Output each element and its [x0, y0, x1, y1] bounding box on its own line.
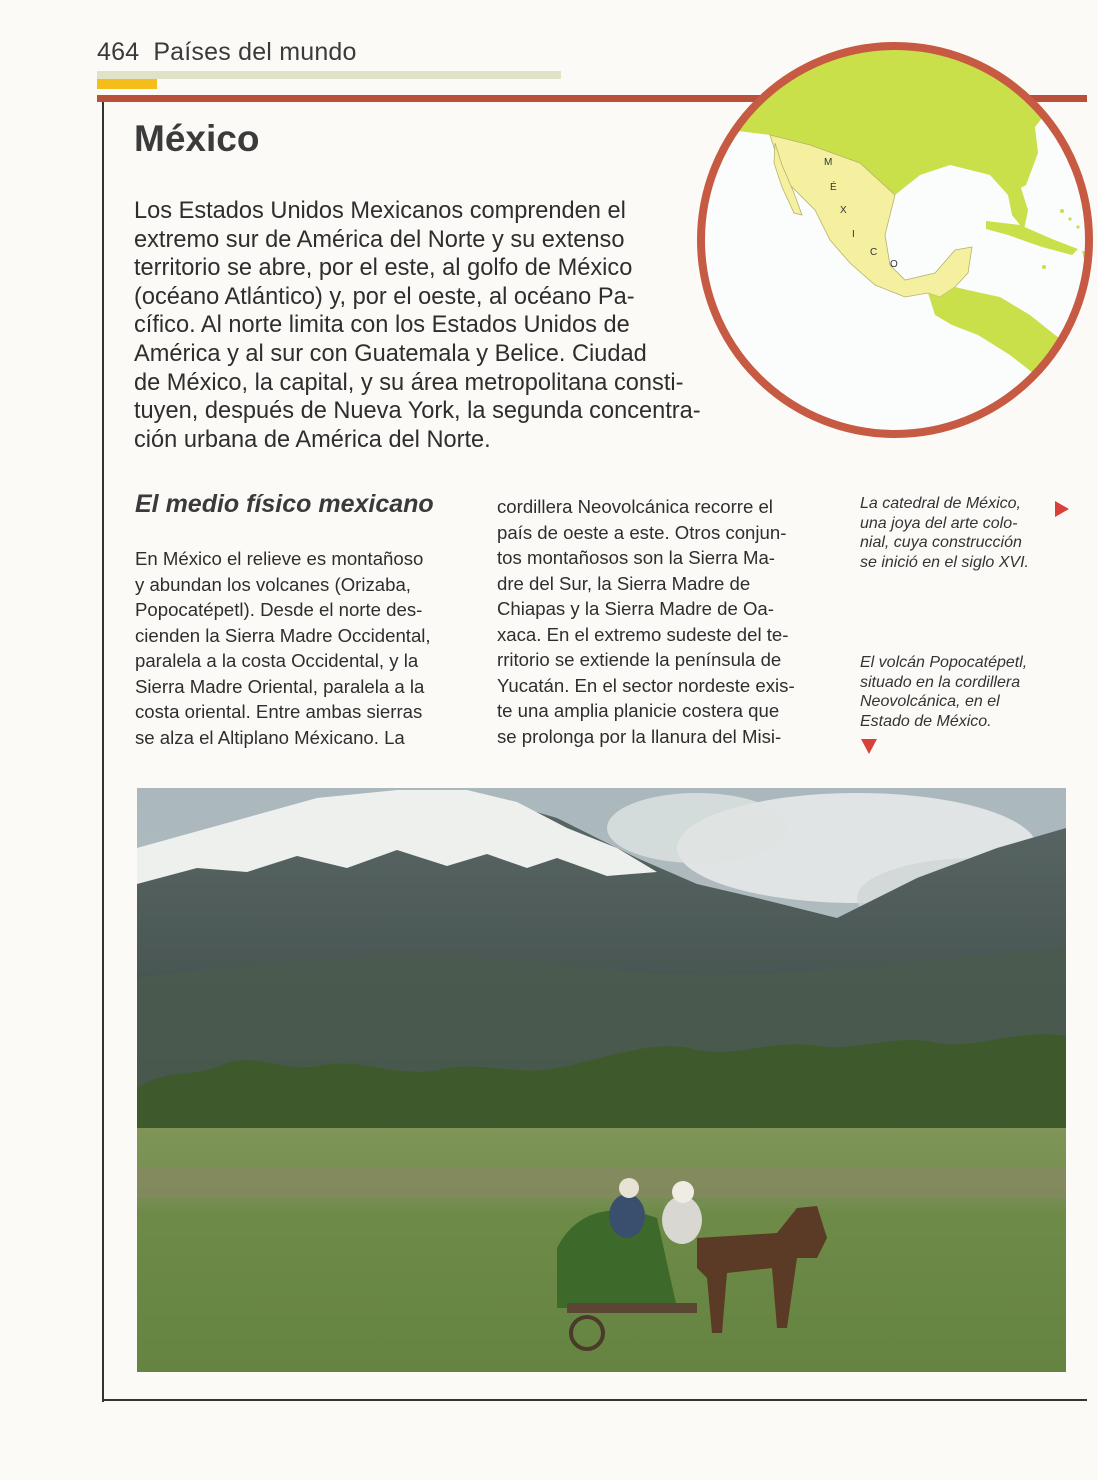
column-line: cordillera Neovolcánica recorre el — [497, 496, 773, 517]
caption-cathedral — [860, 494, 1050, 572]
arrow-right-icon — [1055, 501, 1069, 517]
page-number: 464 — [97, 38, 140, 66]
column-line: dre del Sur, la Sierra Madre de — [497, 572, 751, 594]
column-line: y abundan los volcanes (Orizaba, — [135, 573, 411, 595]
map-letter-o: O — [890, 259, 898, 270]
map-letter-c: C — [870, 247, 878, 258]
column-line: xaca. En el extremo sudeste del te- — [497, 623, 789, 645]
column-line: se alza el Altiplano Méxicano. La — [135, 726, 405, 748]
intro-line: territorio se abre, por el este, al golfo de México — [134, 255, 633, 282]
column-line: Chiapas y la Sierra Madre de Oa- — [497, 598, 774, 619]
column-line: país de oeste a este. Otros conjun- — [497, 521, 787, 543]
map-letter-m: M — [824, 157, 833, 168]
caption-line: La catedral de México, — [860, 495, 1021, 512]
column-line: Yucatán. En el sector nordeste exis- — [497, 674, 795, 696]
intro-paragraph — [134, 197, 754, 454]
caption-line: situado en la cordillera — [860, 673, 1021, 691]
intro-line: América y al sur con Guatemala y Belice. Ciudad — [134, 340, 647, 367]
header-rule — [97, 71, 561, 79]
intro-line: Los Estados Unidos Mexicanos comprenden el — [134, 198, 626, 224]
map-letter-e: É — [830, 182, 837, 193]
header-tab — [97, 79, 157, 89]
column-line: paralela a la costa Occidental, y la — [135, 650, 419, 671]
page-header — [97, 38, 357, 67]
column-line: tos montañosos son la Sierra Ma- — [497, 547, 775, 568]
column-line: te una amplia planicie costera que — [497, 700, 780, 721]
map-letter-x: X — [840, 205, 847, 216]
body-column-2 — [497, 494, 827, 749]
column-line: costa oriental. Entre ambas sierras — [135, 701, 423, 722]
intro-line: de México, la capital, y su área metropolitana consti- — [134, 369, 684, 396]
intro-line: tuyen, después de Nueva York, la segunda concentra- — [134, 398, 701, 425]
caption-line: una joya del arte colo- — [860, 514, 1018, 532]
caption-line: El volcán Popocatépetl, — [860, 654, 1028, 671]
map-letter-i: I — [852, 229, 855, 240]
section-title: El medio físico mexicano — [135, 490, 434, 518]
intro-line: ción urbana de América del Norte. — [134, 426, 491, 453]
caption-line: nial, cuya construcción — [860, 534, 1022, 552]
caption-line: Estado de México. — [860, 712, 992, 730]
bottom-rule — [102, 1399, 1087, 1401]
popocatepetl-photo — [137, 788, 1066, 1372]
column-line: se prolonga por la llanura del Misi- — [497, 725, 782, 747]
body-column-1 — [135, 546, 465, 750]
intro-line: cífico. Al norte limita con los Estados Unidos de — [134, 312, 630, 339]
page-title: México — [134, 118, 260, 159]
intro-line: (océano Atlántico) y, por el oeste, al océano Pa- — [134, 283, 635, 310]
arrow-down-icon — [861, 739, 877, 754]
caption-line: se inició en el siglo XVI. — [860, 553, 1029, 571]
intro-line: extremo sur de América del Norte y su extenso — [134, 226, 625, 253]
caption-volcano — [860, 653, 1050, 731]
left-rule — [102, 102, 104, 1402]
column-line: Sierra Madre Oriental, paralela a la — [135, 675, 425, 697]
column-line: En México el relieve es montañoso — [135, 548, 424, 569]
column-line: Popocatépetl). Desde el norte des- — [135, 599, 423, 620]
column-line: rritorio se extiende la península de — [497, 649, 782, 670]
section-name: Países del mundo — [153, 38, 357, 66]
column-line: cienden la Sierra Madre Occidental, — [135, 624, 431, 646]
caption-line: Neovolcánica, en el — [860, 693, 1000, 711]
